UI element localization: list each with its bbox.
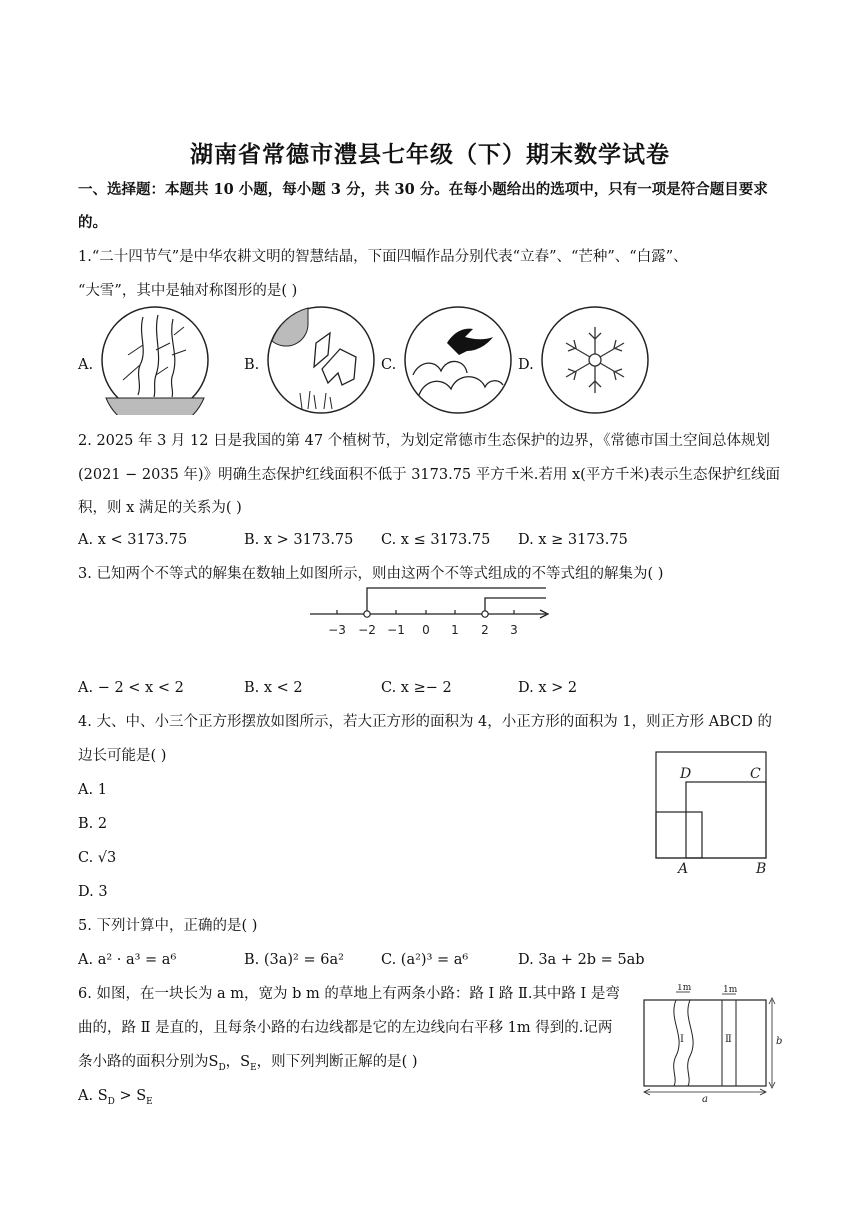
q1-stem-line1: 1.“二十四节气”是中华农耕文明的智慧结晶，下面四幅作品分别代表“立春”、“芒种”、“白露”、 [78, 249, 688, 265]
q1-figure-c [401, 305, 515, 415]
q2-option-a: A. x < 3173.75 [78, 532, 188, 548]
label-width-1: 1m [677, 984, 692, 993]
q1-figure-b [264, 305, 378, 415]
q1-figure-a [98, 305, 212, 415]
label-path-1: Ⅰ [680, 1034, 684, 1045]
page-title: 湖南省常德市澧县七年级（下）期末数学试卷 [190, 141, 670, 168]
q6-stem-line1: 6. 如图，在一块长为 a m，宽为 b m 的草地上有两条小路：路 Ⅰ 路 Ⅱ.其中路 Ⅰ 是弯 [78, 986, 620, 1002]
tick-label: 0 [422, 623, 430, 637]
q3-option-b: B. x < 2 [244, 680, 303, 696]
q3-number-line [306, 584, 552, 642]
q1-label-b: B. [244, 357, 260, 373]
q1-figure-d [538, 305, 652, 415]
section-heading-cont: 的。 [78, 214, 107, 231]
label-b: B [756, 861, 767, 876]
label-width-2: 1m [723, 985, 738, 995]
q1-label-d: D. [518, 357, 534, 373]
q5-option-b: B. (3a)² = 6a² [244, 952, 344, 968]
q4-squares-figure [650, 748, 774, 876]
q4-stem-line1: 4. 大、中、小三个正方形摆放如图所示，若大正方形的面积为 4，小正方形的面积为 1，则正方形 ABCD 的 [78, 714, 772, 730]
q2-stem-line2: (2021 − 2035 年)》明确生态保护红线面积不低于 3173.75 平方千米.若用 x(平方千米)表示生态保护红线面 [78, 467, 780, 483]
tick-label: 2 [481, 623, 489, 637]
label-d: D [680, 766, 692, 782]
q6-option-a: A. $S_D > S_E$ [78, 1088, 153, 1107]
label-c: C [750, 766, 761, 782]
tick-label: −3 [328, 623, 346, 637]
q4-option-c: C. √3 [78, 850, 117, 866]
q2-stem-line1: 2. 2025 年 3 月 12 日是我国的第 47 个植树节，为划定常德市生态保护的边界，《常德市国土空间总体规划 [78, 433, 770, 449]
q6-stem-line3: 条小路的面积分别为$S_D$，$S_E$，则下列判断正解的是( ) [78, 1054, 418, 1073]
q3-option-d: D. x > 2 [518, 680, 578, 696]
tick-label: 1 [451, 623, 459, 637]
label-b: b [776, 1036, 783, 1047]
q1-label-a: A. [78, 357, 94, 373]
q5-option-d: D. 3a + 2b = 5ab [518, 952, 645, 968]
q3-stem: 3. 已知两个不等式的解集在数轴上如图所示，则由这两个不等式组成的不等式组的解集为( ) [78, 566, 664, 582]
section-heading: 一、选择题：本题共 10 小题，每小题 3 分，共 30 分。在每小题给出的选项中，只有一项是符合题目要求 [78, 181, 768, 198]
q5-stem: 5. 下列计算中，正确的是( ) [78, 918, 258, 934]
label-a: A [678, 861, 689, 876]
q1-label-c: C. [381, 357, 397, 373]
q3-option-c: C. x ≥− 2 [381, 680, 452, 696]
tick-label: −2 [358, 623, 376, 637]
q5-option-c: C. (a²)³ = a⁶ [381, 952, 469, 968]
tick-label: 3 [510, 623, 518, 637]
q4-option-a: A. 1 [78, 782, 107, 798]
q5-option-a: A. a² · a³ = a⁶ [78, 952, 177, 968]
q4-stem-line2: 边长可能是( ) [78, 748, 167, 764]
label-path-2: Ⅱ [725, 1034, 732, 1045]
q2-option-c: C. x ≤ 3173.75 [381, 532, 491, 548]
q3-option-a: A. − 2 < x < 2 [78, 680, 184, 696]
q1-stem-line2: “大雪”，其中是轴对称图形的是( ) [78, 283, 298, 299]
tick-label: −1 [387, 623, 405, 637]
q4-option-d: D. 3 [78, 884, 108, 900]
q6-stem-line2: 曲的，路 Ⅱ 是直的，且每条小路的右边线都是它的左边线向右平移 1m 得到的.记两 [78, 1020, 613, 1036]
q2-stem-line3: 积，则 x 满足的关系为( ) [78, 500, 242, 516]
q6-paths-figure [640, 984, 786, 1102]
q4-option-b: B. 2 [78, 816, 108, 832]
q2-option-d: D. x ≥ 3173.75 [518, 532, 628, 548]
q2-option-b: B. x > 3173.75 [244, 532, 354, 548]
label-a: a [702, 1094, 708, 1102]
